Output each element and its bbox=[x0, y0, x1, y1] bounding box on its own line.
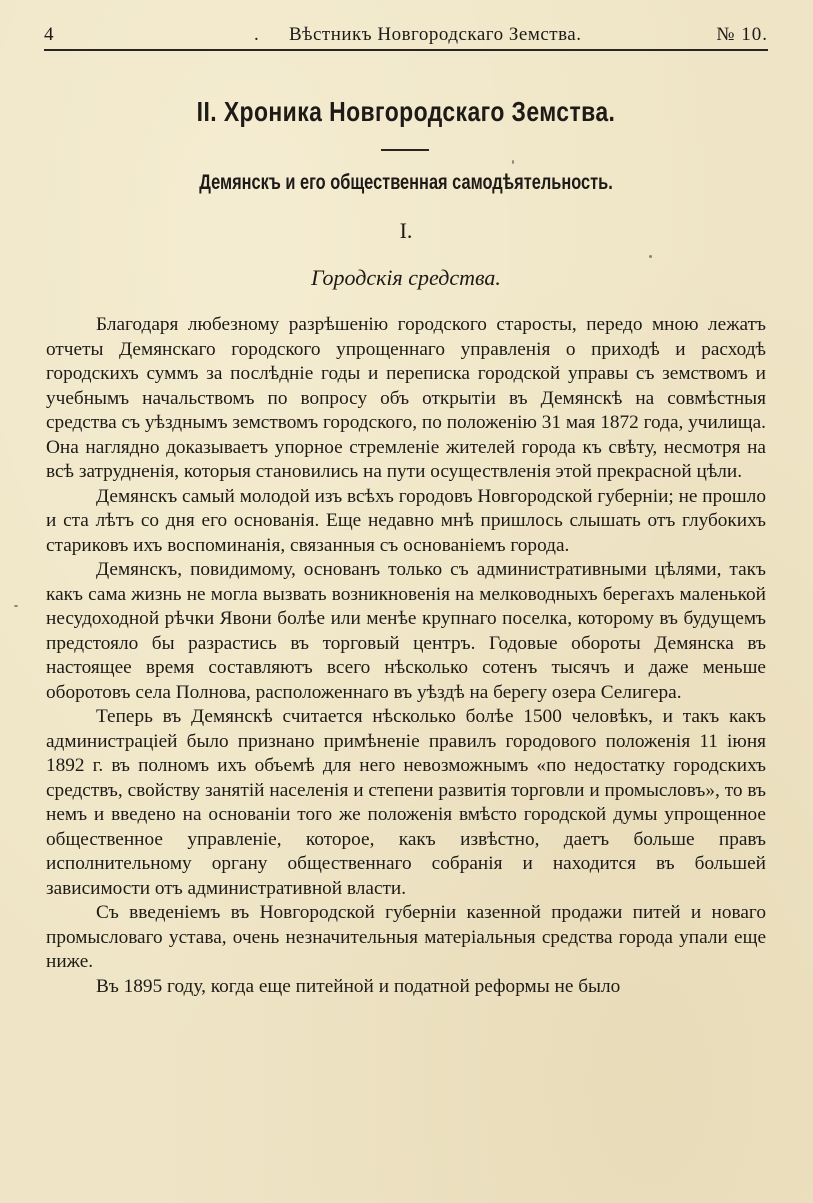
paragraph: Благодаря любезному разрѣшенію городского старосты, передо мною лежатъ отчеты Демянскаго городского упрощеннаго управленія о приходѣ и расходѣ городскихъ суммъ за послѣдніе годы и переписка городской управы съ земствомъ и учебнымъ начальствомъ по вопросу объ открытіи въ Демянскѣ на совмѣстныя средства съ уѣзднымъ земствомъ городского, по положенію 31 мая 1872 года, училища. Она наглядно доказываетъ упорное стремленіе жителей города къ свѣту, несмотря на всѣ затрудненія, которыя становились на пути осуществленія этой прекрасной цѣли. bbox=[46, 314, 766, 482]
header-separator: . bbox=[254, 24, 259, 45]
paragraph: Демянскъ самый молодой изъ всѣхъ городовъ Новгородской губерніи; не прошло и ста лѣтъ со дня его основанія. Еще недавно мнѣ пришлось слышать отъ глубокихъ стариковъ ихъ воспоминанія, связанныя съ основаніемъ города. bbox=[46, 485, 766, 556]
paragraph: Демянскъ, повидимому, основанъ только съ административными цѣлями, такъ какъ сама жизнь не могла вызвать возникновенія на мелководныхъ берегахъ маленькой несудоходной рѣчки Явони болѣе или менѣе крупнаго поселка, которому въ будущемъ предстояло бы разрастись въ торговый центръ. Годовые обороты Демянска въ настоящее время составляютъ всего нѣсколько сотенъ тысячъ и даже меньше оборотовъ села Полнова, расположеннаго въ уѣздѣ на берегу озера Селигера. bbox=[46, 559, 766, 703]
paragraph: Съ введеніемъ въ Новгородской губерніи казенной продажи питей и новаго промысловаго устава, очень незначительныя матеріальныя средства города упали еще ниже. bbox=[46, 902, 766, 972]
ink-speck bbox=[512, 160, 514, 164]
chapter-numeral: I. bbox=[399, 218, 413, 243]
ink-speck bbox=[14, 605, 18, 607]
chapter-subtitle: Городскія средства. bbox=[311, 265, 501, 290]
section-title: II. Хроника Новгородскаго Земства. bbox=[196, 96, 616, 127]
journal-title: Вѣстникъ Новгородскаго Земства. bbox=[289, 24, 582, 45]
issue-number: № 10. bbox=[716, 24, 768, 45]
paragraph: Въ 1895 году, когда еще питейной и податной реформы не было bbox=[96, 975, 621, 997]
ink-speck bbox=[649, 255, 652, 258]
title-divider bbox=[381, 149, 429, 151]
header-rule bbox=[44, 49, 768, 51]
paragraph: Теперь въ Демянскѣ считается нѣсколько болѣе 1500 человѣкъ, и такъ какъ администраціей было признано примѣненіе правилъ городового положенія 11 іюня 1892 г. въ полномъ ихъ объемѣ для него невозможнымъ «по недостатку городскихъ средствъ, свойству занятій населенія и степени развитія торговли и промысловъ», то въ немъ и введено на основаніи того же положенія вмѣсто городской думы упрощенное общественное управленіе, которое, какъ извѣстно, даетъ больше правъ исполнительному органу общественнаго собранія и находится въ большей зависимости отъ административной власти. bbox=[46, 706, 766, 899]
article-title: Демянскъ и его общественная самодѣятельность. bbox=[199, 171, 613, 194]
page-number: 4 bbox=[44, 24, 54, 45]
article-body bbox=[46, 313, 766, 999]
running-header bbox=[44, 22, 768, 48]
